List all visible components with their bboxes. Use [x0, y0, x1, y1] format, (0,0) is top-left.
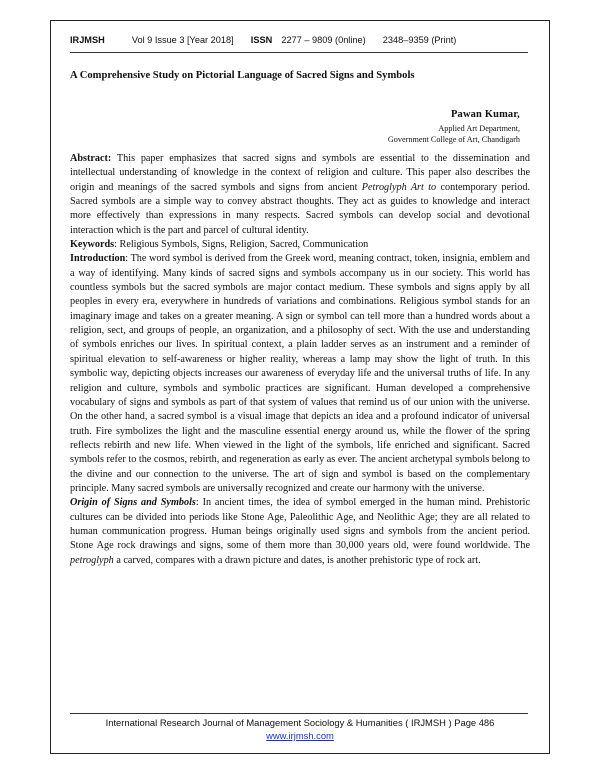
body-text — [70, 152, 530, 568]
author-department: Applied Art Department, — [438, 124, 520, 133]
footer-rule — [70, 713, 528, 714]
page-footer — [70, 716, 530, 742]
author-block — [388, 109, 520, 144]
issn-label: ISSN — [250, 35, 273, 45]
header-rule — [70, 52, 528, 53]
introduction-label: Introduction — [70, 253, 126, 265]
origin-paragraph — [70, 496, 530, 568]
introduction-paragraph — [70, 252, 530, 496]
issn-online: 2277 – 9809 (0nline) — [281, 35, 366, 45]
author-college: Government College of Art, Chandigarh — [387, 135, 520, 144]
author-name: Pawan Kumar, — [451, 109, 520, 120]
abstract-text-1: This paper emphasizes that sacred signs and symbols are essential to the dissemination and intellectual understanding of knowledge in the context of religion and culture. This paper also describes the origin and meanings of the sacred symbols and signs from ancient — [70, 153, 530, 193]
journal-abbrev: IRJMSH — [70, 35, 105, 45]
footer-url-link[interactable]: www.irjmsh.com — [266, 730, 334, 741]
keywords-paragraph — [70, 238, 530, 252]
issn-print: 2348–9359 (Print) — [382, 35, 457, 45]
footer-journal-line: International Research Journal of Management Sociology & Humanities ( IRJMSH ) Page 486 — [105, 717, 495, 728]
introduction-text: : The word symbol is derived from the Greek word, meaning contract, token, insignia, emblem and a way of identifying. Many kinds of sacred signs and symbols accompany us in our society. This world has countless symbols but the sacred symbols are major contact medium. These symbols and signs apply by all peoples in every era, everywhere in hundreds of variations and combinations. Religious symbol stands for an imaginary image and takes on a greater meaning. A sign or symbol can tell more than a hundred words about a religion, sect, and groups of people, an organization, and a philosophy of sect. With the use and understanding of symbols enriches our lives. In spiritual context, a plain ladder serves as an instrument and a reminder of spiritual elevation to self-awareness or higher reality, whereas a lamp may show the light of truth. In this symbolic way, depicting objects increases our awareness of everyday life and the universal truths of life. In any religion and culture, symbols and symbolic practices are significant. Human developed a comprehensive vocabulary of signs and symbols as part of that system of values that remind us of our union with the universe. On the other hand, a sacred symbol is a visual image that depicts an idea and a profound indicator of universal truth. Fire symbolizes the light and the masculine essential energy around us, while the flower of the spring reflects rebirth and new life. When viewed in the light of the symbols, life enriched and significant. Sacred symbols refer to the cosmos, rebirth, and regeneration as early as ever. The ancient archetypal symbols belong to the divine and our connection to the universe. The art of sign and symbol is based on the complementary principle. Many sacred symbols are universally recognized and create our harmony with the universe. — [70, 253, 530, 494]
origin-text-1: : In ancient times, the idea of symbol emerged in the human mind. Prehistoric cultures can be divided into periods like Stone Age, Paleolithic Age, and Neolithic Age; they are all related to human communication progress. Human beings originally used signs and symbols from the ancient period. Stone Age rock drawings and signs, some of them more than 30,000 years old, were found worldwide. The — [70, 497, 530, 552]
keywords-text: : Religious Symbols, Signs, Religion, Sacred, Communication — [114, 239, 369, 251]
volume-issue: Vol 9 Issue 3 [Year 2018] — [131, 35, 234, 45]
origin-italic: petroglyph — [70, 554, 114, 566]
abstract-text-2: contemporary period. Sacred symbols are a simple way to convey abstract thoughts. They act as guides to knowledge and interact more effectively than expressions in many respects. Sacred symbols can develop social and devotional interaction which is the part and parcel of cultural identity. — [70, 181, 530, 236]
abstract-label: Abstract: — [70, 153, 112, 164]
paper-title: A Comprehensive Study on Pictorial Language of Sacred Signs and Symbols — [70, 70, 415, 81]
origin-label: Origin of Signs and Symbols — [70, 497, 196, 509]
keywords-label: Keywords — [70, 239, 115, 251]
running-header — [70, 35, 532, 45]
origin-text-2: a carved, compares with a drawn picture and dates, is another prehistoric type of rock art. — [113, 554, 481, 566]
abstract-paragraph — [70, 152, 530, 238]
abstract-italic: Petroglyph Art to — [361, 181, 437, 193]
